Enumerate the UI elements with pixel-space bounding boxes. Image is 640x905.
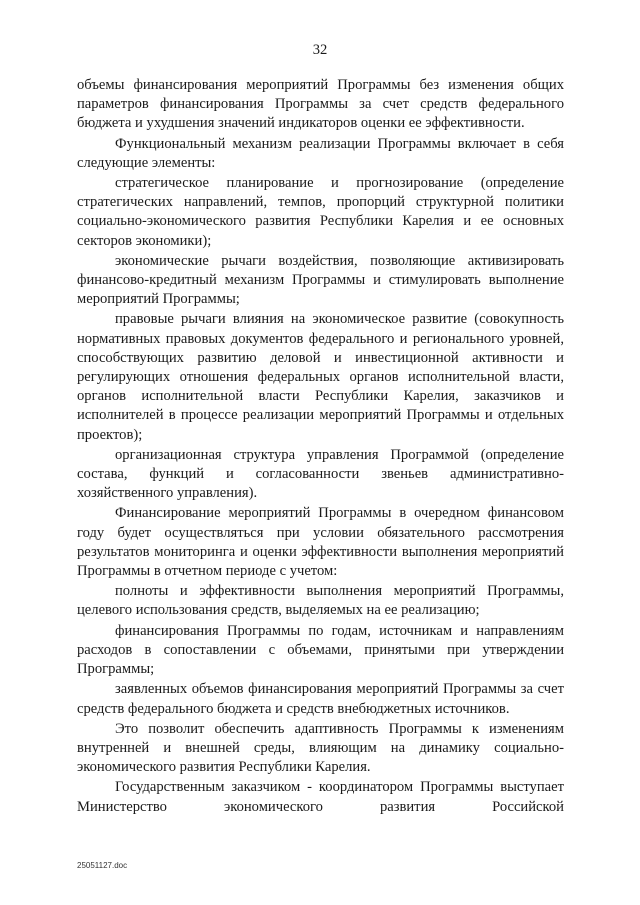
paragraph-financing-conditions: Финансирование мероприятий Программы в очередном финансовом году будет осуществляться при условии обязательного рассмотрения результатов мониторинга и оценки эффективности выполнения мероприятий Программы в отчетном периоде с учетом: [77,505,564,580]
paragraph-functional-mechanism: Функциональный механизм реализации Программы включает в себя следующие элементы: [77,135,564,171]
paragraph-strategic-planning: стратегическое планирование и прогнозирование (определение стратегических направлений, темпов, пропорций структурной политики социально-экономического развития Республики Карелия и ее основных секторов экономики); [77,175,564,249]
paragraph-financing-by-years: финансирования Программы по годам, источникам и направлениям расходов в сопоставлении с объемами, принятыми при утверждении Программы; [77,622,564,678]
paragraph-economic-levers: экономические рычаги воздействия, позволяющие активизировать финансово-кредитный механизм Программы и стимулировать выполнение мероприятий Программы; [77,252,564,308]
paragraph-completeness: полноты и эффективности выполнения мероприятий Программы, целевого использования средств, выделяемых на ее реализацию; [77,583,564,619]
paragraph-declared-volumes: заявленных объемов финансирования мероприятий Программы за счет средств федерального бюджета и средств внебюджетных источников. [77,681,564,717]
paragraph-state-customer: Государственным заказчиком - координатором Программы выступает Министерство экономического развития Российской [77,779,564,815]
file-name-footer: 25051127.doc [77,861,128,870]
paragraph-adaptivity: Это позволит обеспечить адаптивность Программы к изменениям внутренней и внешней среды, влияющим на динамику социально-экономического развития Республики Карелия. [77,720,564,776]
paragraph-legal-levers: правовые рычаги влияния на экономическое развитие (совокупность нормативных правовых документов федерального и регионального уровней, способствующих развитию деловой и инвестиционной активности и регулирующих отношения федеральных органов исполнительной власти, органов исполнительной власти Республики Карелия, заказчиков и исполнителей в процессе реализации мероприятий Программы и отдельных проектов); [77,311,564,443]
document-body [77,76,564,817]
paragraph-funding-volumes: объемы финансирования мероприятий Программы без изменения общих параметров финансирования Программы за счет средств федерального бюджета и ухудшения значений индикаторов оценки ее эффективности. [77,77,564,132]
page-number: 32 [312,42,328,58]
paragraph-organizational-structure: организационная структура управления Программой (определение состава, функций и согласованности звеньев административно-хозяйственного управления). [77,446,564,502]
